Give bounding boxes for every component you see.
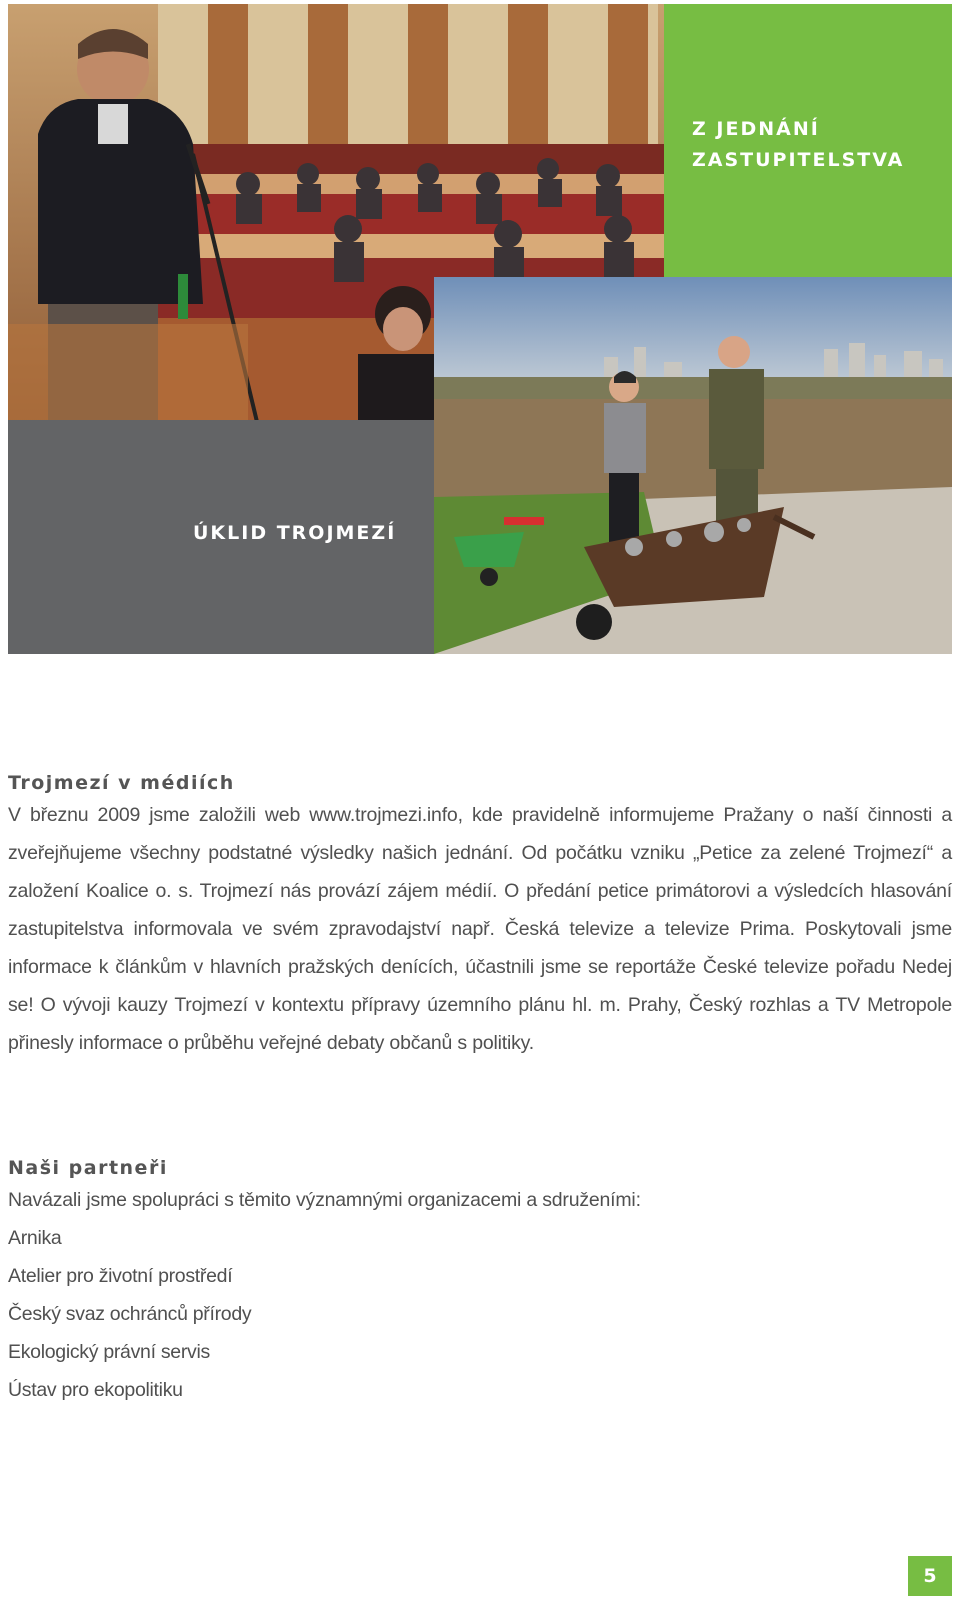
partner-uep: Ústav pro ekopolitiku [8, 1379, 183, 1401]
partner-atelier: Atelier pro životní prostředí [8, 1265, 233, 1287]
media-paragraph: V březnu 2009 jsme založili web www.trojmezi.info, kde pravidelně informujeme Pražany o naší činnosti a zveřejňujeme všechny podstatné výsledky našich jednání. Od počátku vzniku „Petice za zelené Trojmezí“ a založení Koalice o. s. Trojmezí nás provází zájem médií. O předání petice primátorovi a výsledcích hlasování zastupitelstva informovala ve svém zpravodajství např. Česká televize a televize Prima. Poskytovali jsme informace k článkům v hlavních pražských denících, účastnili jsme se reportáže České televize pořadu Nedej se! O vývoji kauzy Trojmezí v kontextu přípravy územního plánu hl. m. Prahy, Český rozhlas a TV Metropole přinesly informace o průběhu veřejné debaty občanů s politiky. [8, 804, 952, 1054]
partner-csop: Český svaz ochránců přírody [8, 1303, 252, 1325]
council-title: Z JEDNÁNÍ ZASTUPITELSTVA [692, 118, 905, 171]
cleanup-photo [434, 277, 952, 654]
cleanup-title-box [8, 420, 434, 654]
page-number: 5 [908, 1556, 952, 1596]
media-section [8, 770, 952, 1062]
cleanup-title: ÚKLID TROJMEZÍ [193, 522, 397, 544]
partners-list [8, 1219, 952, 1409]
partners-section [8, 1155, 952, 1409]
partner-eps: Ekologický právní servis [8, 1341, 210, 1363]
media-heading: Trojmezí v médiích [8, 772, 235, 794]
partners-intro: Navázali jsme spolupráci s těmito významnými organizacemi a sdruženími: [8, 1189, 641, 1211]
partner-arnika: Arnika [8, 1227, 62, 1249]
council-title-box [664, 4, 952, 277]
partners-heading: Naši partneři [8, 1157, 168, 1179]
